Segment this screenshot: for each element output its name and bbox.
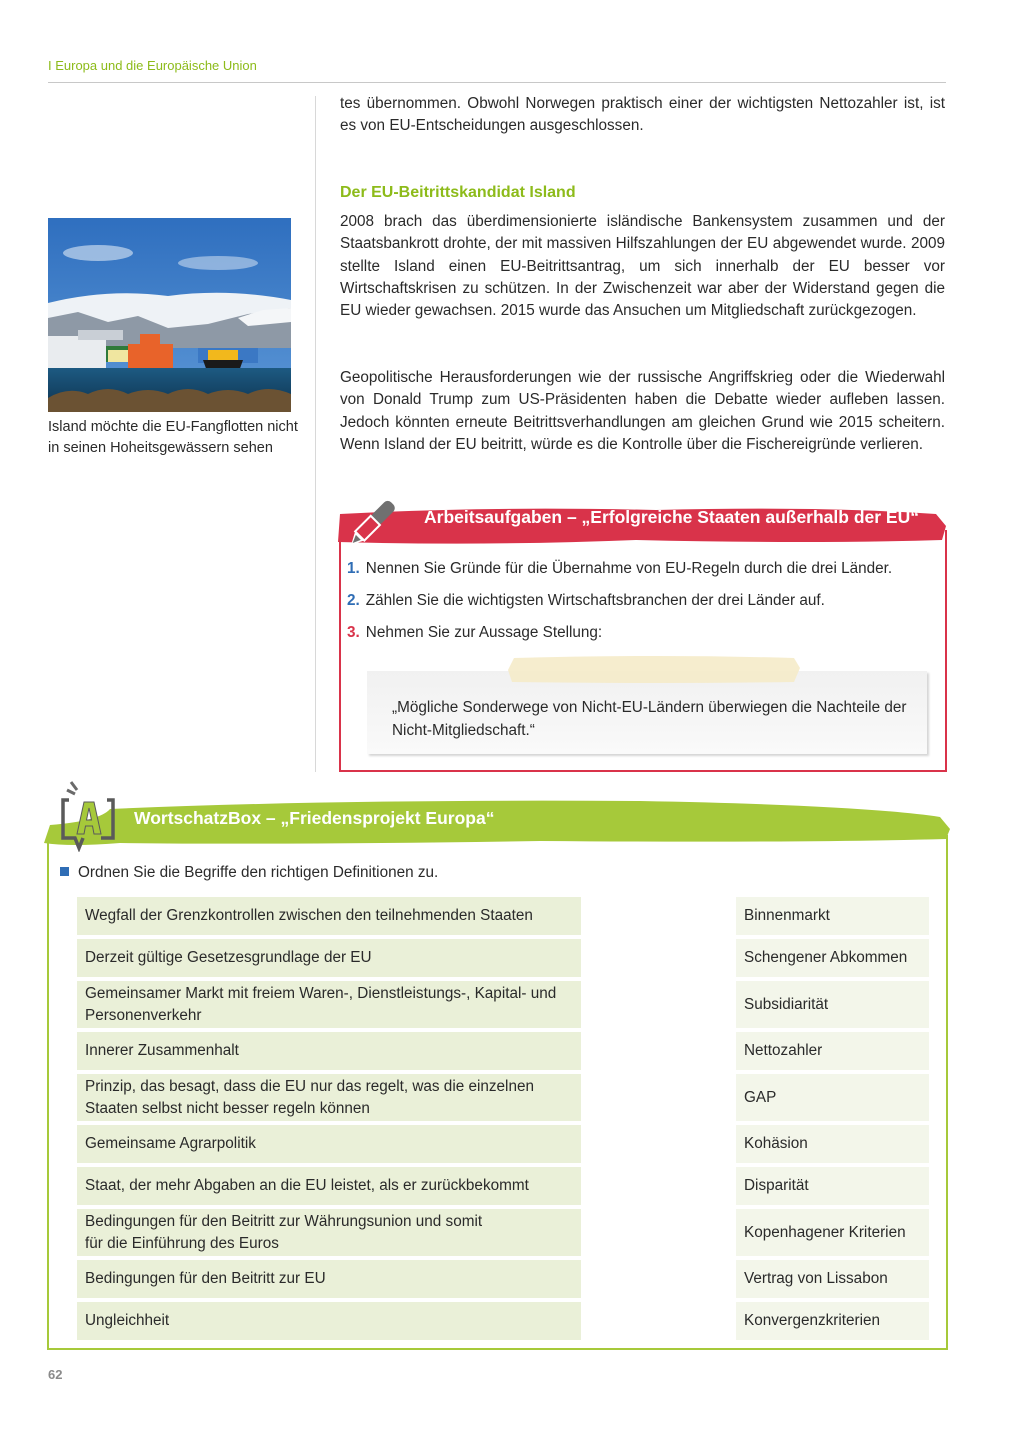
definition-item[interactable]: Innerer Zusammenhalt xyxy=(77,1032,581,1070)
task-text: Nennen Sie Gründe für die Übernahme von EU-Regeln durch die drei Länder. xyxy=(365,560,893,577)
pen-icon xyxy=(340,496,400,554)
term-item[interactable]: Nettozahler xyxy=(736,1032,929,1070)
task-text: Zählen Sie die wichtigsten Wirtschaftsbranchen der drei Länder auf. xyxy=(365,592,825,609)
task-number: 2. xyxy=(347,592,360,609)
definition-item[interactable]: Wegfall der Grenzkontrollen zwischen den teilnehmenden Staaten xyxy=(77,897,581,935)
task-text: Nehmen Sie zur Aussage Stellung: xyxy=(365,624,603,641)
term-item[interactable]: Disparität xyxy=(736,1167,929,1205)
definition-list xyxy=(77,897,581,1344)
term-item[interactable]: Binnenmarkt xyxy=(736,897,929,935)
task-item-2 xyxy=(347,592,825,610)
definition-item[interactable]: Gemeinsame Agrarpolitik xyxy=(77,1125,581,1163)
term-item[interactable]: Vertrag von Lissabon xyxy=(736,1260,929,1298)
term-item[interactable]: Schengener Abkommen xyxy=(736,939,929,977)
header-divider xyxy=(48,82,946,83)
instruction-text: Ordnen Sie die Begriffe den richtigen Definitionen zu. xyxy=(78,864,439,881)
tape-strip xyxy=(508,654,800,684)
task-title: Arbeitsaufgaben – „Erfolgreiche Staaten außerhalb der EU“ xyxy=(424,507,919,527)
definition-item[interactable]: Gemeinsamer Markt mit freiem Waren-, Dienstleistungs-, Kapital- und Personenverkehr xyxy=(77,981,581,1028)
paragraph-norwegen: tes übernommen. Obwohl Norwegen praktisch einer der wichtigsten Nettozahler ist, ist es von EU-Entscheidungen ausgeschlossen. xyxy=(340,95,945,135)
section-title-island: Der EU-Beitrittskandidat Island xyxy=(340,184,576,201)
term-item[interactable]: GAP xyxy=(736,1074,929,1121)
quote-text: „Mögliche Sonderwege von Nicht-EU-Ländern überwiegen die Nachteile der Nicht-Mitgliedschaft.“ xyxy=(392,699,907,739)
vocabulary-instruction xyxy=(60,864,438,882)
definition-item[interactable]: Ungleichheit xyxy=(77,1302,581,1340)
term-item[interactable]: Konvergenzkriterien xyxy=(736,1302,929,1340)
task-item-1 xyxy=(347,560,892,578)
task-item-3 xyxy=(347,624,602,642)
square-bullet-icon xyxy=(60,867,69,876)
task-number: 1. xyxy=(347,560,360,577)
definition-item[interactable]: Staat, der mehr Abgaben an die EU leistet, als er zurückbekommt xyxy=(77,1167,581,1205)
term-item[interactable]: Subsidiarität xyxy=(736,981,929,1028)
term-list xyxy=(736,897,929,1344)
column-divider xyxy=(315,96,316,772)
paragraph-island-history: 2008 brach das überdimensionierte isländische Bankensystem zusammen und der Staatsbankrott drohte, der mit massiven Hilfszahlungen der EU abgewendet wurde. 2009 stellte Island einen EU-Beitrittsantrag, um sich innerhalb der EU besser vor Wirtschaftskrisen zu schützen. In der Zwischenzeit war aber der Widerstand gegen die EU wieder gewachsen. 2015 wurde das Ansuchen um Mitgliedschaft zurückgezogen. xyxy=(340,213,945,320)
vocabulary-title: WortschatzBox – „Friedensprojekt Europa“ xyxy=(134,808,495,828)
vocabulary-a-icon xyxy=(55,778,121,852)
task-number: 3. xyxy=(347,624,360,641)
running-head: I Europa und die Europäische Union xyxy=(48,58,257,73)
page-number: 62 xyxy=(48,1367,63,1382)
harbour-photo xyxy=(48,218,291,412)
definition-item[interactable]: Derzeit gültige Gesetzesgrundlage der EU xyxy=(77,939,581,977)
term-item[interactable]: Kopenhagener Kriterien xyxy=(736,1209,929,1256)
term-item[interactable]: Kohäsion xyxy=(736,1125,929,1163)
definition-item[interactable]: Prinzip, das besagt, dass die EU nur das regelt, was die einzelnen Staaten selbst nicht besser regeln können xyxy=(77,1074,581,1121)
definition-item[interactable]: Bedingungen für den Beitritt zur Währungsunion und somit für die Einführung des Euros xyxy=(77,1209,581,1256)
definition-item[interactable]: Bedingungen für den Beitritt zur EU xyxy=(77,1260,581,1298)
paragraph-geopolitics: Geopolitische Herausforderungen wie der russische Angriffskrieg oder die Wiederwahl von Donald Trump zum US-Präsidenten haben die Debatte wieder aufleben lassen. Jedoch könnten erneute Beitrittsverhandlungen am gleichen Grund wie 2015 scheitern. Wenn Island der EU beitritt, würde es die Kontrolle über die Fischereigründe verlieren. xyxy=(340,369,945,453)
photo-caption: Island möchte die EU-Fangflotten nicht in seinen Hoheitsgewässern sehen xyxy=(48,419,298,456)
